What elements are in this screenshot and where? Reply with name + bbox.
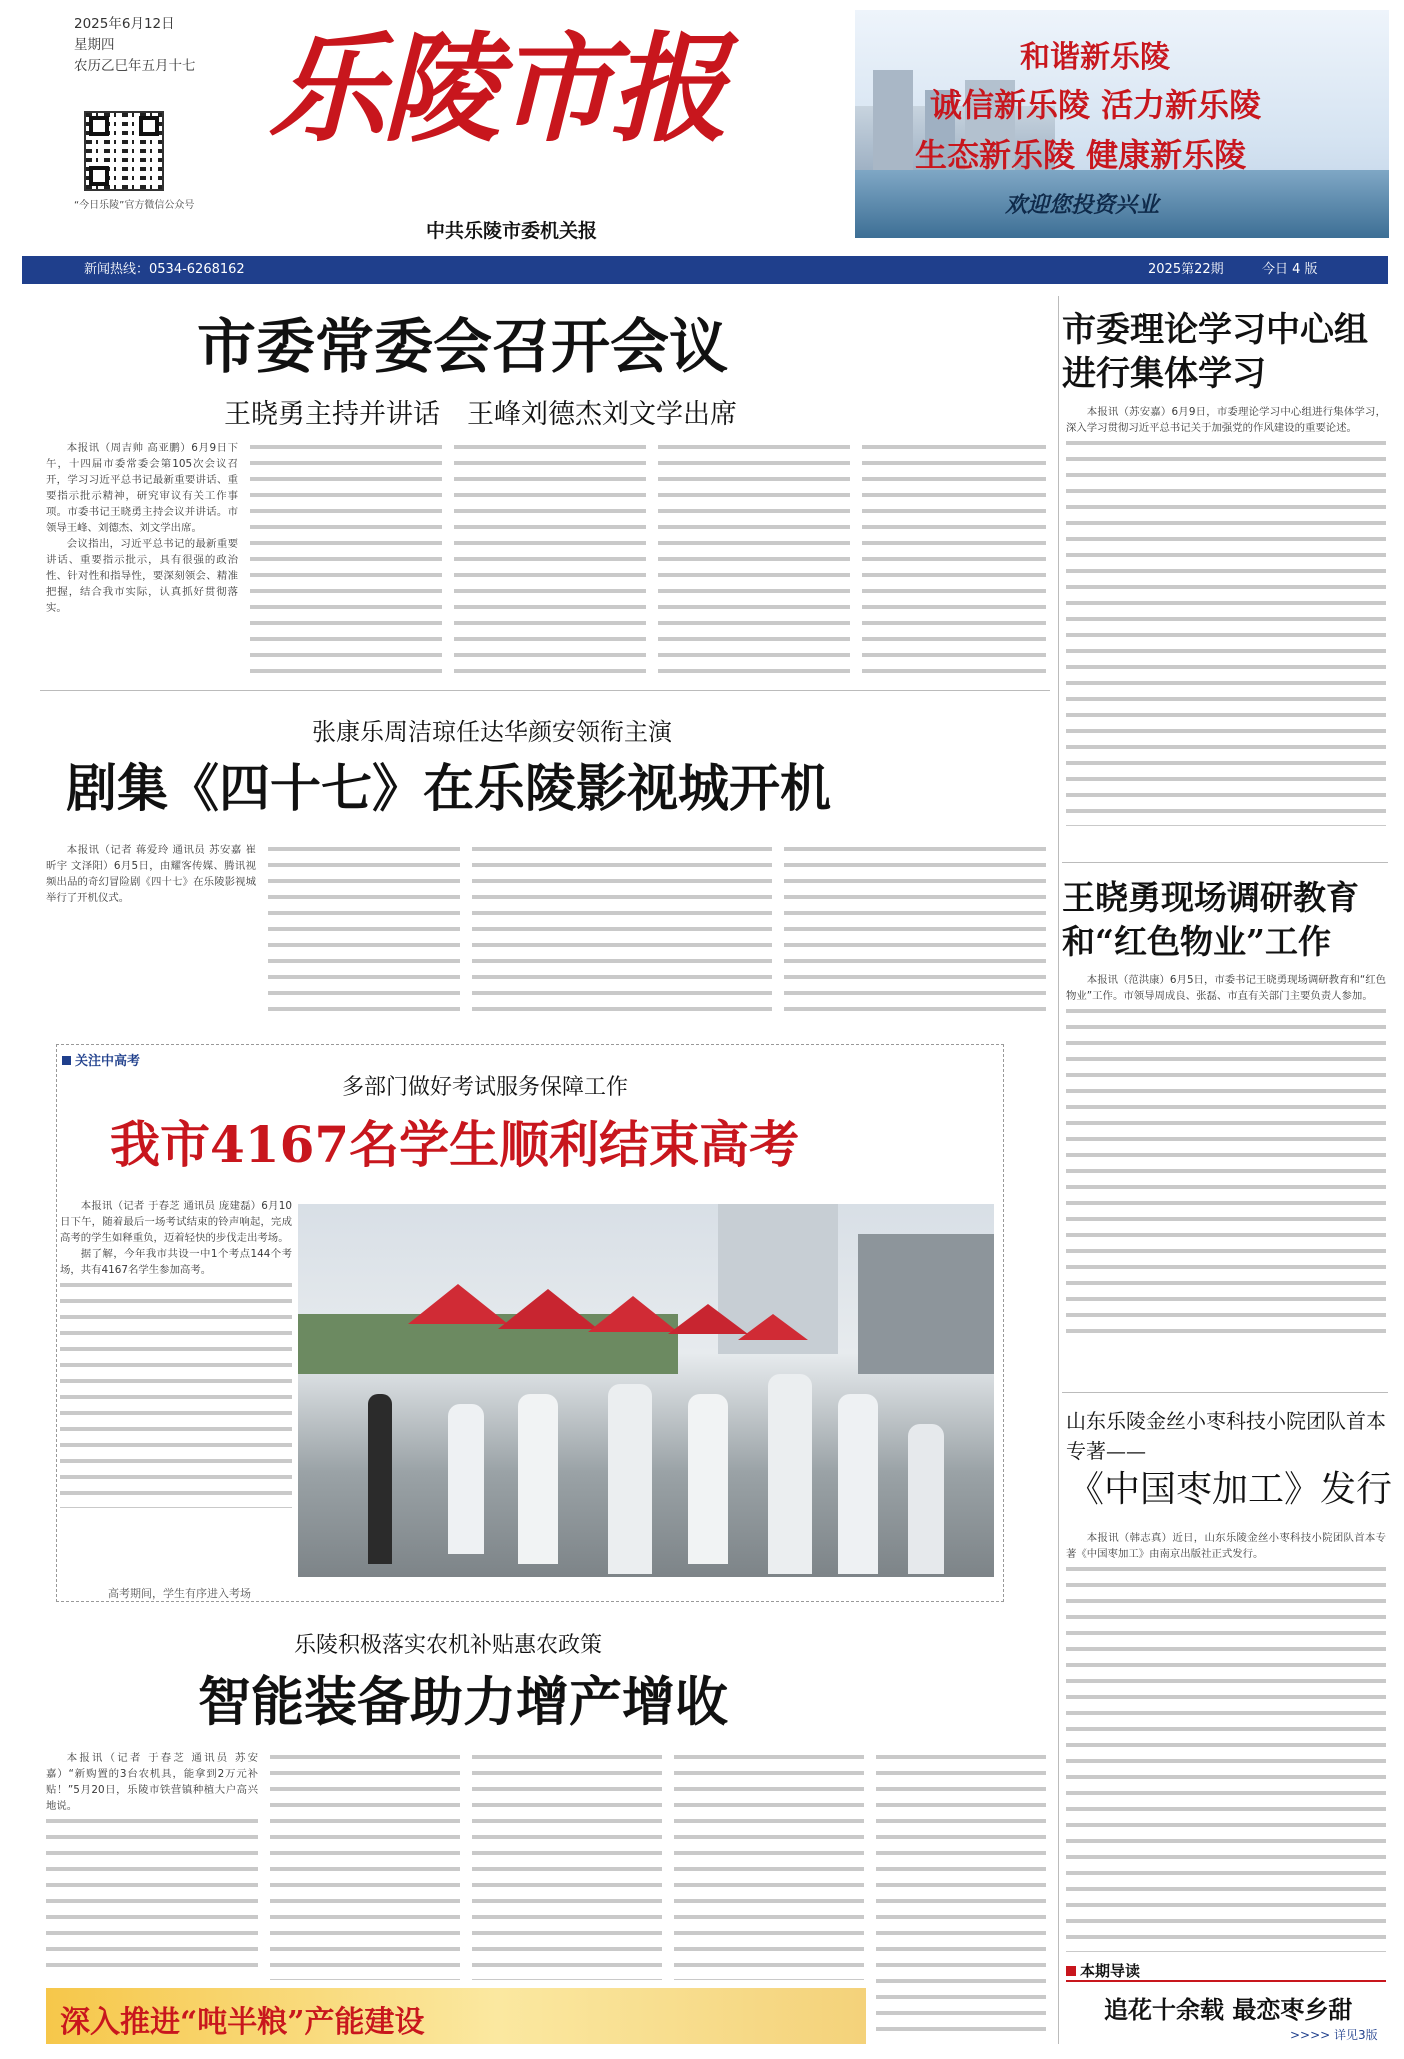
exam-text-col [60, 1198, 292, 1568]
exam-section-tag [62, 1050, 140, 1069]
guide-title[interactable]: 追花十余载 最恋枣乡甜 [1104, 1995, 1353, 2024]
ad-line-3: 生态新乐陵 健康新乐陵 [915, 136, 1247, 174]
exam-paragraph-2: 据了解，今年我市共设一中1个考点144个考场，共有4167名学生参加高考。 [60, 1248, 292, 1276]
exam-photo[interactable] [298, 1204, 994, 1577]
ad-line-2: 诚信新乐陵 活力新乐陵 [930, 86, 1262, 124]
newspaper-subtitle: 中共乐陵市委机关报 [426, 220, 598, 242]
qr-code[interactable] [84, 111, 164, 191]
right-story3-paragraph: 本报讯（韩志真）近日，山东乐陵金丝小枣科技小院团队首本专著《中国枣加工》由南京出版社正式发行。 [1066, 1532, 1386, 1560]
issue-number: 2025第22期 [1148, 262, 1224, 277]
lead-col-2 [250, 440, 442, 675]
drama-col-3 [472, 842, 772, 1017]
farm-paragraph-1: 本报讯（记者 于春芝 通讯员 苏安嘉）“新购置的3台农机具，能拿到2万元补贴！”5月20日，乐陵市铁营镇种植大户高兴地说。 [46, 1752, 258, 1812]
drama-col-1 [46, 842, 256, 1028]
drama-col-4 [784, 842, 1046, 1017]
guide-arrow-icon: >>>> [1290, 2028, 1335, 2042]
right-story3-kicker: 山东乐陵金丝小枣科技小院团队首本专著—— [1066, 1409, 1386, 1463]
hotline: 新闻热线：0534-6268162 [84, 262, 245, 277]
lead-col-1 [46, 440, 238, 740]
info-bar [22, 256, 1388, 284]
column-divider [1058, 296, 1059, 2044]
farm-col-5 [876, 1750, 1046, 2040]
right-story2-paragraph: 本报讯（范洪康）6月5日，市委书记王晓勇现场调研教育和“红色物业”工作。市领导周成良、张磊、市直有关部门主要负责人参加。 [1066, 974, 1386, 1002]
ad-slogan: 欢迎您投资兴业 [1005, 192, 1160, 218]
drama-headline[interactable]: 剧集《四十七》在乐陵影视城开机 [66, 759, 832, 819]
lead-col-3 [454, 440, 646, 675]
guide-link[interactable] [1290, 2026, 1378, 2043]
guide-label: 本期导读 [1080, 1962, 1141, 1980]
issue-lunar: 农历乙巳年五月十七 [74, 57, 196, 74]
farm-headline[interactable]: 智能装备助力增产增收 [198, 1671, 728, 1733]
lead-headline[interactable]: 市委常委会召开会议 [197, 312, 729, 381]
right-story2-body [1066, 972, 1386, 1362]
farm-col-2 [270, 1750, 460, 1980]
issue-date: 2025年6月12日 [74, 16, 175, 32]
right-story2-headline[interactable]: 王晓勇现场调研教育和“红色物业”工作 [1062, 878, 1359, 961]
ad-line-1: 和谐新乐陵 [1020, 40, 1170, 75]
farm-kicker: 乐陵积极落实农机补贴惠农政策 [294, 1633, 603, 1658]
bottom-banner-text: 深入推进“吨半粮”产能建设 [60, 2005, 425, 2040]
farm-col-1 [46, 1750, 258, 1980]
farm-col-3 [472, 1750, 662, 1980]
exam-paragraph-1: 本报讯（记者 于春芝 通讯员 庞建磊）6月10日下午，随着最后一场考试结束的铃声响起，完成高考的学生如释重负，迈着轻快的步伐走出考场。 [60, 1200, 292, 1244]
right-story3-headline[interactable]: 《中国枣加工》发行 [1068, 1469, 1393, 1510]
issue-weekday: 星期四 [74, 36, 115, 53]
exam-kicker: 多部门做好考试服务保障工作 [342, 1075, 629, 1100]
exam-photo-caption: 高考期间，学生有序进入考场 [108, 1587, 251, 1600]
lead-col-5 [862, 440, 1046, 675]
right-story1-paragraph: 本报讯（苏安嘉）6月9日，市委理论学习中心组进行集体学习，深入学习贯彻习近平总书记关于加强党的作风建设的重要论述。 [1066, 406, 1386, 434]
right-story3-body [1066, 1530, 1386, 1970]
guide-link-text: 详见3版 [1334, 2028, 1378, 2042]
lead-paragraph-1: 本报讯（周吉帅 高亚鹏）6月9日下午，十四届市委常委会第105次会议召开，学习习近平总书记最新重要讲话、重要指示批示精神，研究审议有关工作事项。市委书记王晓勇主持会议并讲话。市领导王峰、刘德杰、刘文学出席。 [46, 442, 238, 534]
drama-paragraph-1: 本报讯（记者 蒋爱玲 通讯员 苏安嘉 崔昕宇 文泽阳）6月5日，由耀客传媒、腾讯视频出品的奇幻冒险剧《四十七》在乐陵影视城举行了开机仪式。 [46, 844, 256, 904]
city-ad [855, 10, 1389, 238]
guide-label-box [1066, 1960, 1386, 1982]
exam-section-label: 关注中高考 [75, 1054, 141, 1069]
drama-kicker: 张康乐周洁琼任达华颜安领衔主演 [312, 718, 672, 746]
newspaper-logo: 乐陵市报 [268, 19, 725, 158]
exam-headline[interactable]: 我市4167名学生顺利结束高考 [110, 1115, 800, 1174]
right-story1-body [1066, 404, 1386, 844]
farm-col-4 [674, 1750, 864, 1980]
masthead-dateblock [74, 14, 274, 77]
lead-col-4 [658, 440, 850, 675]
lead-subtitle: 王晓勇主持并讲话 王峰刘德杰刘文学出席 [224, 399, 737, 430]
page-count: 今日 4 版 [1262, 262, 1318, 277]
right-story1-headline[interactable]: 市委理论学习中心组进行集体学习 [1062, 310, 1368, 394]
drama-col-2 [268, 842, 460, 1017]
bottom-banner [46, 1988, 866, 2044]
lead-paragraph-2: 会议指出，习近平总书记的最新重要讲话、重要指示批示，具有很强的政治性、针对性和指导性，要深刻领会、精准把握，结合我市实际，认真抓好贯彻落实。 [46, 538, 238, 614]
qr-caption: “今日乐陵”官方微信公众号 [74, 200, 195, 211]
